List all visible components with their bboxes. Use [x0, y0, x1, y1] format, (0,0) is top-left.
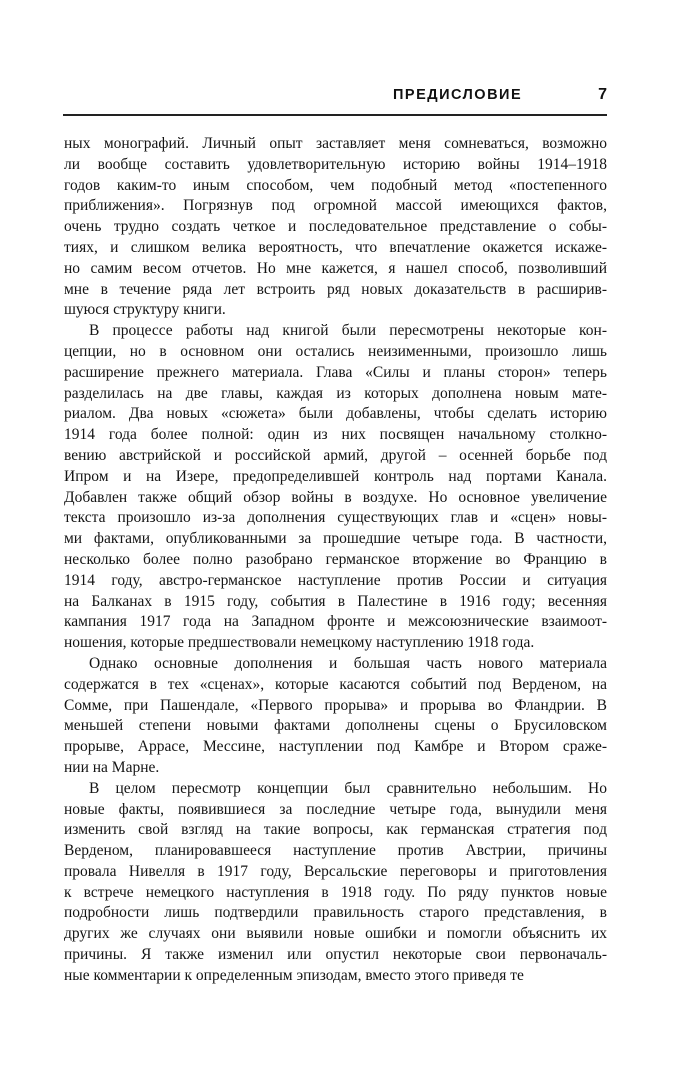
text-line: кампания 1917 года на Западном фронте и межсоюзнические взаимоот- — [64, 613, 607, 631]
text-line: Добавлен также общий обзор войны в воздухе. Но основное увеличение — [64, 488, 607, 506]
page-body — [64, 134, 607, 987]
text-line: провала Нивелля в 1917 году, Версальские переговоры и приготовления — [64, 862, 607, 880]
text-line: новые факты, появившиеся за последние четыре года, вынудили меня — [64, 800, 607, 818]
text-line: ные комментарии к определенным эпизодам, вместо этого приведя те — [64, 966, 524, 984]
text-line: 1914 года более полной: один из них посвящен начальному столкно- — [64, 426, 607, 444]
header-rule-divider — [63, 114, 607, 116]
paragraph — [64, 321, 607, 654]
text-line: ми фактами, опубликованными за прошедшие четыре года. В частности, — [64, 530, 607, 548]
text-line: Верденом, планировавшееся наступление против Австрии, причины — [64, 842, 607, 860]
text-line: на Балканах в 1915 году, события в Палестине в 1916 году; весенняя — [64, 592, 607, 610]
text-line: несколько более полно разобрано германское вторжение во Францию в — [64, 550, 607, 568]
text-line: ли вообще составить удовлетворительную историю войны 1914–1918 — [64, 155, 607, 173]
paragraph — [64, 134, 607, 321]
text-line: разделилась на две главы, каждая из которых дополнена новым мате- — [64, 384, 607, 402]
text-line: причины. Я также изменил или опустил некоторые свои первоначаль- — [64, 946, 607, 964]
paragraph — [64, 654, 607, 779]
text-line: Однако основные дополнения и большая часть нового материала — [89, 654, 607, 672]
text-line: содержатся в тех «сценах», которые касаются событий под Верденом, на — [64, 675, 607, 693]
page-number: 7 — [598, 86, 607, 103]
text-line: расширение прежнего материала. Глава «Силы и планы сторон» теперь — [64, 363, 607, 381]
text-line: тиях, и слишком велика вероятность, что впечатление окажется искаже- — [64, 238, 607, 256]
text-line: вению австрийской и российской армий, другой – осенней борьбе под — [64, 446, 607, 464]
text-line: меньшей степени новыми фактами дополнены сцены о Брусиловском — [64, 717, 607, 735]
text-line: очень трудно создать четкое и последовательное представление о собы- — [64, 218, 607, 236]
text-line: к встрече немецкого наступления в 1918 году. По ряду пунктов новые — [64, 883, 607, 901]
text-line: Сомме, при Пашендале, «Первого прорыва» и прорыва во Фландрии. В — [64, 696, 607, 714]
text-line: цепции, но в основном они остались неизименными, произошло лишь — [64, 342, 607, 360]
text-line: прорыве, Аррасе, Мессине, наступлении под Камбре и Втором сраже- — [64, 738, 607, 756]
text-line: изменить свой взгляд на такие вопросы, как германская стратегия под — [64, 821, 607, 839]
text-line: годов каким-то иным способом, чем подобный метод «постепенного — [64, 176, 607, 194]
paragraph — [64, 779, 607, 987]
text-line: приближения». Погрязнув под огромной массой имеющихся фактов, — [64, 197, 607, 215]
text-line: ных монографий. Личный опыт заставляет меня сомневаться, возможно — [64, 135, 607, 152]
text-line: мне в течение ряда лет встроить ряд новых доказательств в расширив- — [64, 280, 607, 298]
text-line: шуюся структуру книги. — [64, 301, 226, 319]
text-line: В процессе работы над книгой были пересмотрены некоторые кон- — [89, 322, 607, 340]
text-line: подробности лишь подтвердили правильность старого представления, в — [64, 904, 607, 922]
text-line: нии на Марне. — [64, 758, 160, 776]
text-line: других же случаях они выявили новые ошибки и помогли объяснить их — [64, 925, 607, 943]
text-line: ношения, которые предшествовали немецкому наступлению 1918 года. — [64, 634, 535, 652]
text-line: текста произошло из-за дополнения существующих глав и «сцен» новы- — [64, 509, 607, 527]
running-head-title: ПРЕДИСЛОВИЕ — [393, 87, 523, 103]
text-line: В целом пересмотр концепции был сравнительно небольшим. Но — [89, 779, 607, 797]
text-line: но самим весом отчетов. Но мне кажется, я нашел способ, позволивший — [64, 259, 607, 277]
text-line: 1914 году, австро-германское наступление против России и ситуация — [64, 571, 607, 589]
text-line: Ипром и на Изере, предопределившей контроль над портами Канала. — [64, 467, 607, 485]
text-line: риалом. Два новых «сюжета» были добавлены, чтобы сделать историю — [64, 405, 607, 423]
